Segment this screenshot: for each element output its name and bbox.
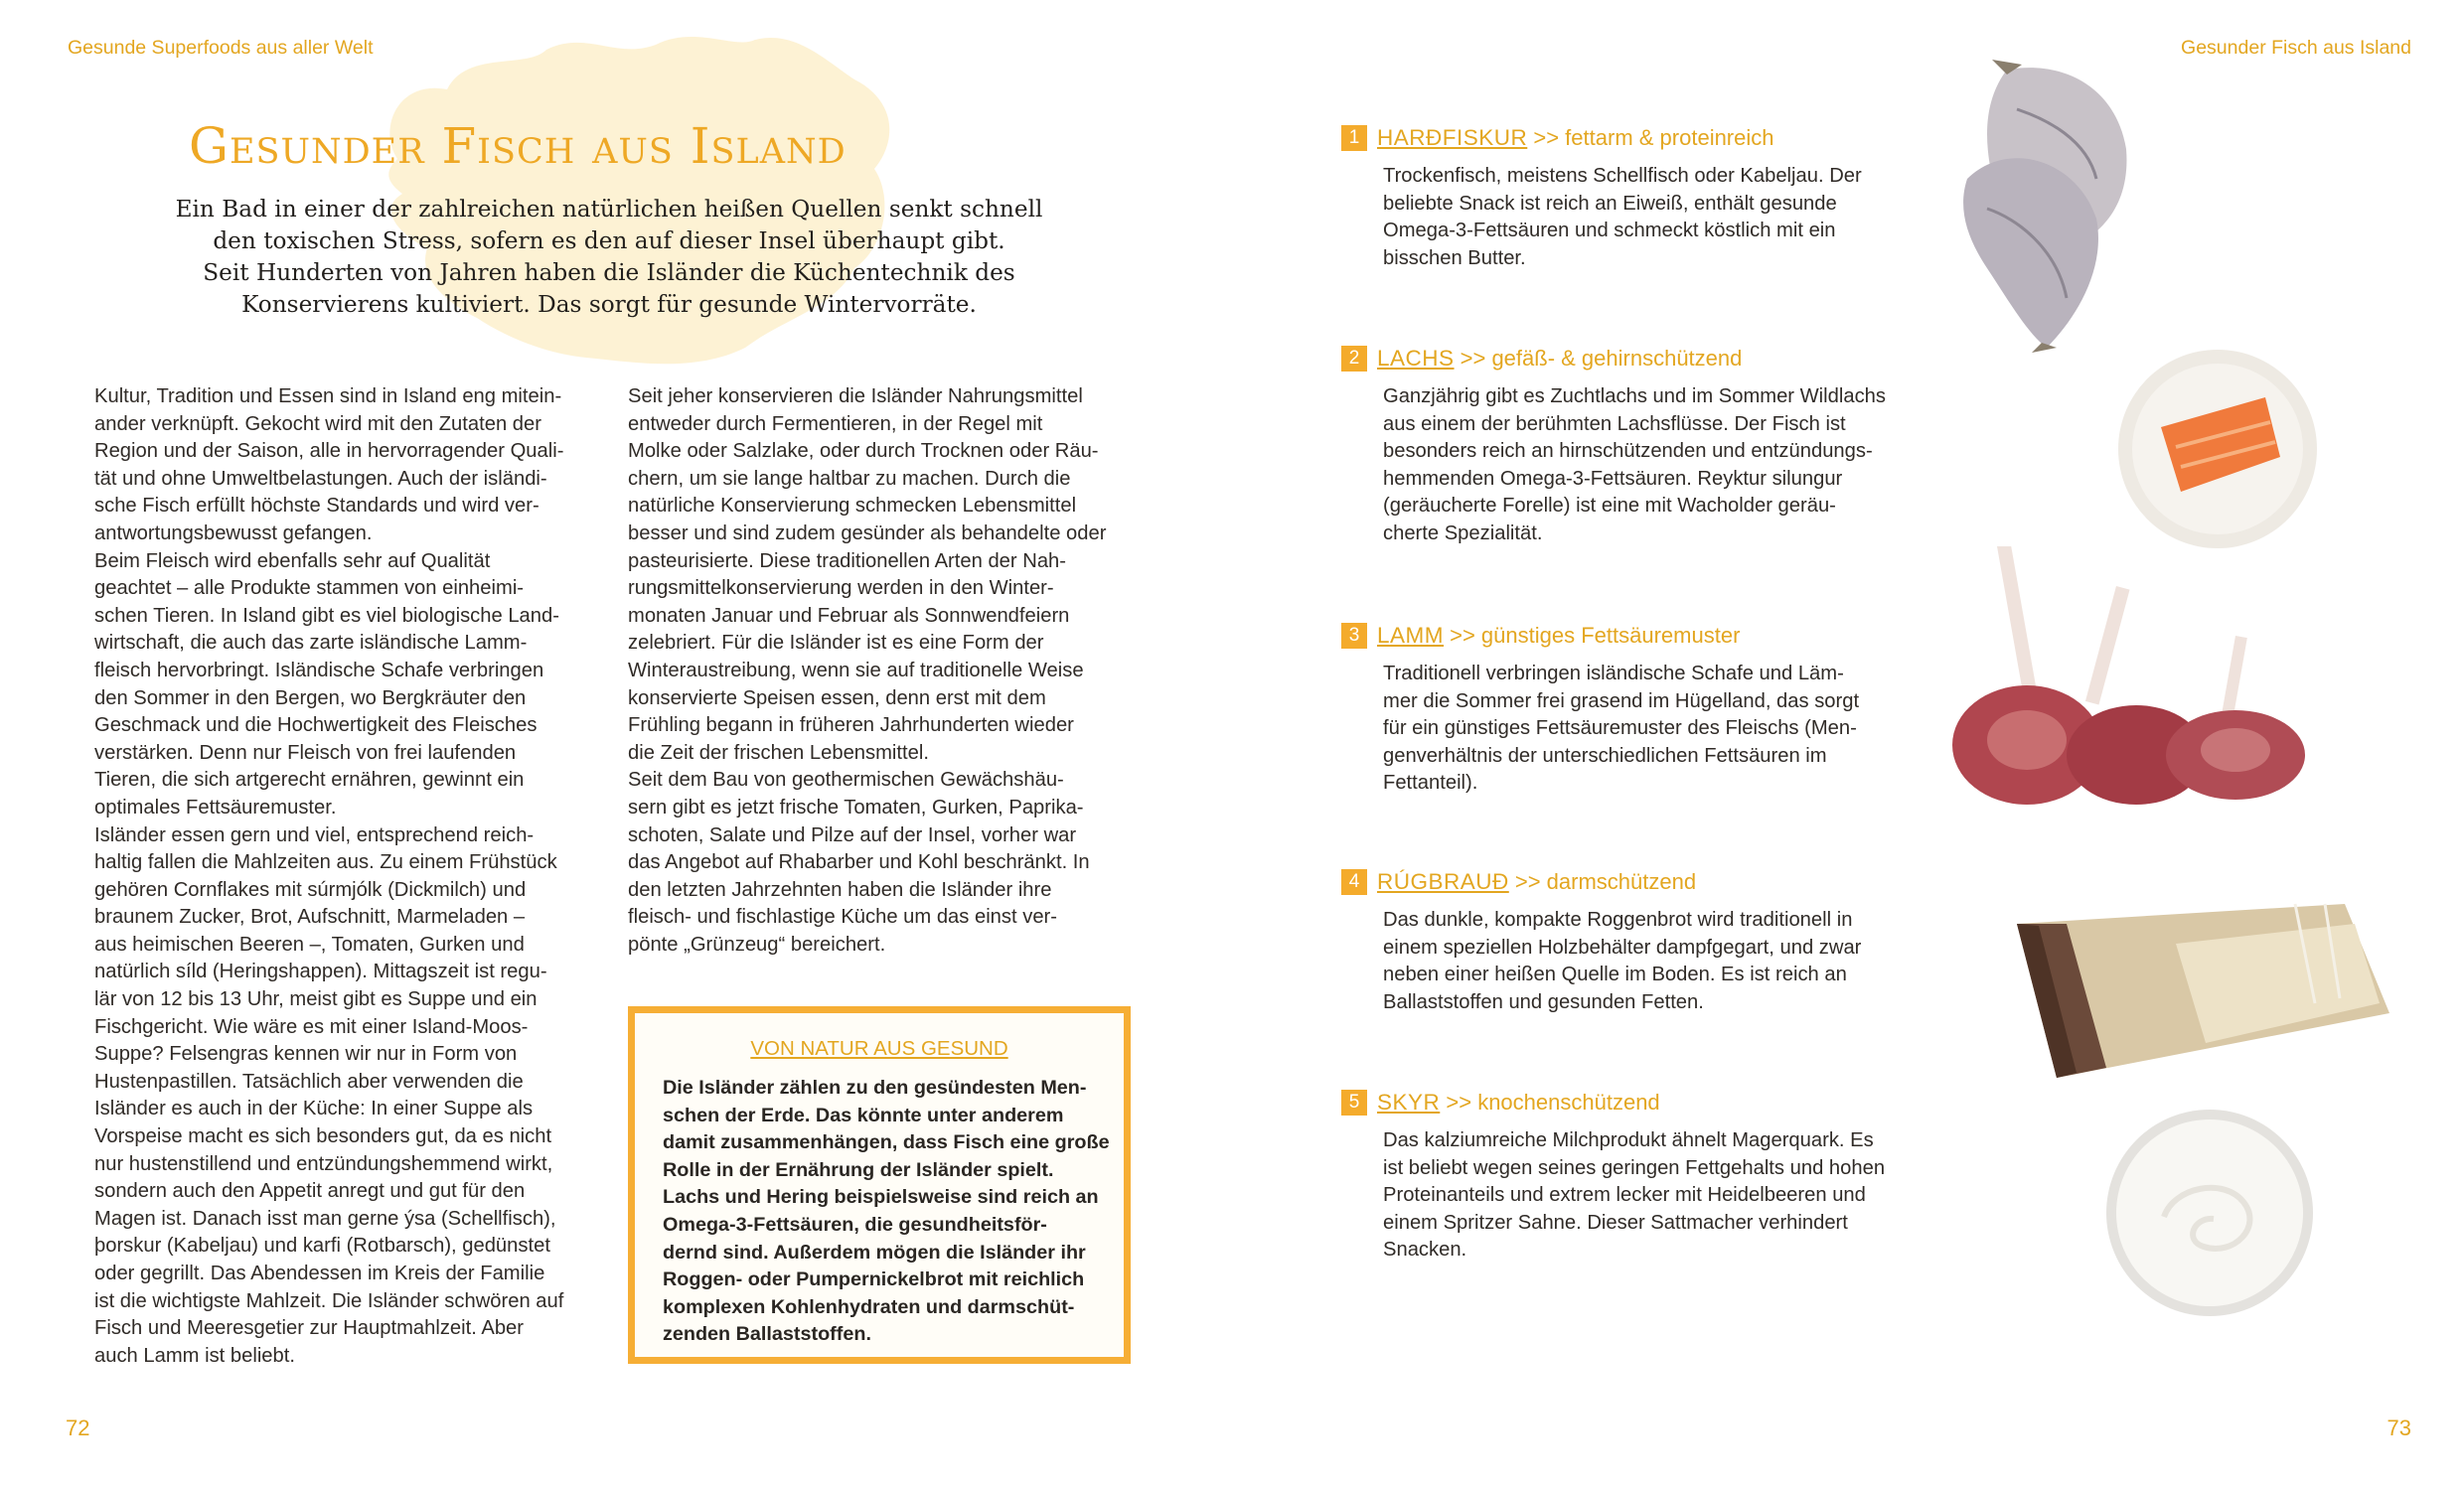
item-description-line: Das kalziumreiche Milchprodukt ähnelt Magerquark. Es xyxy=(1383,1129,1874,1151)
intro-line: Konservierens kultiviert. Das sorgt für gesunde Wintervorräte. xyxy=(241,291,977,318)
body-line: den letzten Jahrzehnten haben die Isländer ihre xyxy=(628,878,1052,901)
body-line: Molke oder Salzlake, oder durch Trocknen oder Räu- xyxy=(628,440,1099,463)
body-line: Beim Fleisch wird ebenfalls sehr auf Qualität xyxy=(94,549,491,572)
info-box-line: Roggen- oder Pumpernickelbrot mit reichlich xyxy=(663,1268,1085,1291)
body-line: fleisch hervorbringt. Isländische Schafe verbringen xyxy=(94,659,544,681)
body-line: oder gegrillt. Das Abendessen im Kreis der Familie xyxy=(94,1263,545,1284)
food-item-heading xyxy=(1341,346,1937,379)
body-line: Fisch und Meeresgetier zur Hauptmahlzeit. Aber xyxy=(94,1317,524,1340)
item-description xyxy=(1383,907,1937,1016)
body-line: sche Fisch erfüllt höchste Standards und wird ver- xyxy=(94,495,539,518)
item-number-badge: 5 xyxy=(1341,1090,1367,1116)
body-line: besser und sind zudem gesünder als behandelte oder xyxy=(628,522,1107,544)
body-line: antwortungsbewusst gefangen. xyxy=(94,522,373,544)
body-line: Isländer es auch in der Küche: In einer Suppe als xyxy=(94,1098,534,1120)
body-line: das Angebot auf Rhabarber und Kohl beschränkt. In xyxy=(628,851,1090,874)
lamb-chops-image xyxy=(1937,546,2315,824)
body-line: Frühling begann in früheren Jahrhunderten wieder xyxy=(628,714,1074,737)
body-line: entweder durch Fermentieren, in der Regel mit xyxy=(628,412,1043,435)
item-description-line: (geräucherte Forelle) ist eine mit Wacholder geräu- xyxy=(1383,495,1836,518)
body-line: den Sommer in den Bergen, wo Bergkräuter den xyxy=(94,686,527,709)
item-description xyxy=(1383,1127,1937,1265)
item-number-badge: 1 xyxy=(1341,125,1367,151)
item-description-line: ist beliebt wegen seines geringen Fettgehalts und hohen xyxy=(1383,1156,1886,1179)
body-line: aus heimischen Beeren –, Tomaten, Gurken und xyxy=(94,933,525,956)
body-column-2 xyxy=(628,383,1145,959)
item-description-line: Ganzjährig gibt es Zuchtlachs und im Sommer Wildlachs xyxy=(1383,385,1887,407)
body-line: tät und ohne Umweltbelastungen. Auch der isländi- xyxy=(94,467,547,490)
item-benefit-tag: >> darmschützend xyxy=(1508,869,1697,894)
body-line: natürliche Konservierung schmecken Lebensmittel xyxy=(628,495,1077,518)
info-box-line: Rolle in der Ernährung der Isländer spielt. xyxy=(663,1158,1054,1181)
item-name: HARÐFISKUR xyxy=(1377,125,1528,150)
item-number-badge: 2 xyxy=(1341,346,1367,372)
food-item-3 xyxy=(1341,623,1937,798)
info-box-line: Die Isländer zählen zu den gesündesten Men- xyxy=(663,1077,1087,1099)
body-line: gehören Cornflakes mit súrmjólk (Dickmilch) und xyxy=(94,878,527,901)
body-line: die Zeit der frischen Lebensmittel. xyxy=(628,741,929,764)
item-description-line: hemmenden Omega-3-Fettsäuren. Reyktur silungur xyxy=(1383,467,1843,490)
body-line: monaten Januar und Februar als Sonnwendfeiern xyxy=(628,604,1070,627)
item-benefit-tag: >> günstiges Fettsäuremuster xyxy=(1444,623,1741,648)
item-description-line: beliebte Snack ist reich an Eiweiß, enthält gesunde xyxy=(1383,192,1837,215)
info-box xyxy=(628,1006,1131,1364)
item-benefit-tag: >> gefäß- & gehirnschützend xyxy=(1454,346,1743,371)
body-line: natürlich síld (Heringshappen). Mittagszeit ist regu- xyxy=(94,961,547,983)
body-line: nur hustenstillend und entzündungshemmend wirkt, xyxy=(94,1152,553,1175)
intro-line: Seit Hunderten von Jahren haben die Isländer die Küchentechnik des xyxy=(203,259,1015,286)
item-name: RÚGBRAUÐ xyxy=(1377,869,1509,894)
body-line: fleisch- und fischlastige Küche um das einst ver- xyxy=(628,906,1057,929)
body-line: lär von 12 bis 13 Uhr, meist gibt es Suppe und ein xyxy=(94,988,538,1011)
running-head-right: Gesunder Fisch aus Island xyxy=(2181,37,2411,59)
body-line: haltig fallen die Mahlzeiten aus. Zu einem Frühstück xyxy=(94,851,557,874)
body-line: Geschmack und die Hochwertigkeit des Fleisches xyxy=(94,714,538,737)
item-description xyxy=(1383,661,1937,798)
item-name: LACHS xyxy=(1377,346,1455,371)
item-description-line: cherte Spezialität. xyxy=(1383,522,1543,544)
body-line: Suppe? Felsengras kennen wir nur in Form von xyxy=(94,1043,518,1066)
body-line: Winteraustreibung, wenn sie auf traditionelle Weise xyxy=(628,659,1084,681)
item-description-line: Omega-3-Fettsäuren und schmeckt köstlich mit ein xyxy=(1383,220,1836,242)
body-line: Isländer essen gern und viel, entsprechend reich- xyxy=(94,823,535,846)
item-description-line: Fettanteil). xyxy=(1383,772,1478,795)
item-description-line: einem speziellen Holzbehälter dampfgegart, und zwar xyxy=(1383,936,1862,959)
info-box-body xyxy=(663,1075,1120,1349)
body-line: rungsmittelkonservierung werden in den Winter- xyxy=(628,577,1054,600)
intro-text xyxy=(129,194,1089,321)
skyr-bowl-image xyxy=(2104,1108,2315,1318)
item-description xyxy=(1383,163,1937,272)
salmon-fillet-image xyxy=(2116,348,2320,551)
info-box-line: schen der Erde. Das könnte unter anderem xyxy=(663,1104,1064,1126)
food-item-2 xyxy=(1341,346,1937,548)
item-benefit-tag: >> fettarm & proteinreich xyxy=(1527,125,1774,150)
item-name: LAMM xyxy=(1377,623,1445,648)
body-line: pönte „Grünzeug“ bereichert. xyxy=(628,933,886,956)
intro-line: Ein Bad in einer der zahlreichen natürlichen heißen Quellen senkt schnell xyxy=(175,196,1043,223)
item-description-line: bisschen Butter. xyxy=(1383,246,1526,269)
item-description-line: aus einem der berühmten Lachsflüsse. Der Fisch ist xyxy=(1383,412,1846,435)
item-description-line: einem Spritzer Sahne. Dieser Sattmacher verhindert xyxy=(1383,1211,1848,1234)
body-line: Kultur, Tradition und Essen sind in Island eng mitein- xyxy=(94,385,562,407)
body-line: sondern auch den Appetit anregt und gut für den xyxy=(94,1180,526,1203)
info-box-line: dernd sind. Außerdem mögen die Isländer ihr xyxy=(663,1241,1086,1264)
item-description-line: Snacken. xyxy=(1383,1239,1467,1262)
food-item-heading xyxy=(1341,125,1937,159)
body-line: wirtschaft, die auch das zarte isländische Lamm- xyxy=(94,632,528,655)
food-item-4 xyxy=(1341,869,1937,1016)
body-line: sern gibt es jetzt frische Tomaten, Gurken, Paprika- xyxy=(628,796,1084,819)
item-description-line: Das dunkle, kompakte Roggenbrot wird traditionell in xyxy=(1383,909,1853,931)
item-description-line: genverhältnis der unterschiedlichen Fettsäuren im xyxy=(1383,744,1827,767)
food-item-heading xyxy=(1341,869,1937,903)
body-line: Hustenpastillen. Tatsächlich aber verwenden die xyxy=(94,1070,524,1093)
body-column-1 xyxy=(94,383,631,1370)
intro-line: den toxischen Stress, sofern es den auf dieser Insel überhaupt gibt. xyxy=(213,227,1005,254)
item-description-line: mer die Sommer frei grasend im Hügelland, das sorgt xyxy=(1383,689,1860,712)
body-line: Fischgericht. Wie wäre es mit einer Island-Moos- xyxy=(94,1015,529,1038)
item-description-line: Ballaststoffen und gesunden Fetten. xyxy=(1383,990,1704,1013)
body-line: schoten, Salate und Pilze auf der Insel, vorher war xyxy=(628,823,1077,846)
body-line: optimales Fettsäuremuster. xyxy=(94,796,337,819)
dried-fish-image xyxy=(1947,50,2136,358)
item-number-badge: 4 xyxy=(1341,869,1367,895)
info-box-title: VON NATUR AUS GESUND xyxy=(750,1037,1008,1060)
item-description-line: Traditionell verbringen isländische Schafe und Läm- xyxy=(1383,663,1844,684)
info-box-line: Omega-3-Fettsäuren, die gesundheitsför- xyxy=(663,1213,1047,1236)
body-line: geachtet – alle Produkte stammen von einheimi- xyxy=(94,577,525,600)
body-line: ander verknüpft. Gekocht wird mit den Zutaten der xyxy=(94,412,541,435)
body-line: auch Lamm ist beliebt. xyxy=(94,1344,295,1367)
body-line: Tieren, die sich artgerecht ernähren, gewinnt ein xyxy=(94,769,525,792)
info-box-line: zenden Ballaststoffen. xyxy=(663,1323,871,1346)
item-benefit-tag: >> knochenschützend xyxy=(1440,1090,1660,1115)
body-line: Vorspeise macht es sich besonders gut, da es nicht xyxy=(94,1125,552,1148)
body-line: konservierte Speisen essen, denn erst mit dem xyxy=(628,686,1046,709)
body-line: þorskur (Kabeljau) und karfi (Rotbarsch), gedünstet xyxy=(94,1235,550,1258)
item-number-badge: 3 xyxy=(1341,623,1367,649)
body-line: Seit jeher konservieren die Isländer Nahrungsmittel xyxy=(628,385,1083,407)
page-number-left: 72 xyxy=(66,1416,90,1440)
item-description-line: Trockenfisch, meistens Schellfisch oder Kabeljau. Der xyxy=(1383,165,1862,187)
item-description-line: neben einer heißen Quelle im Boden. Es ist reich an xyxy=(1383,964,1847,986)
food-item-1 xyxy=(1341,125,1937,272)
item-description-line: besonders reich an hirnschützenden und entzündungs- xyxy=(1383,440,1873,463)
body-line: chern, um sie lange haltbar zu machen. Durch die xyxy=(628,467,1071,490)
body-line: schen Tieren. In Island gibt es viel biologische Land- xyxy=(94,604,559,627)
info-box-line: Lachs und Hering beispielsweise sind reich an xyxy=(663,1186,1099,1209)
food-item-heading xyxy=(1341,1090,1937,1123)
food-item-heading xyxy=(1341,623,1937,657)
body-line: verstärken. Denn nur Fleisch von frei laufenden xyxy=(94,741,517,764)
page-number-right: 73 xyxy=(2387,1416,2411,1440)
info-box-line: komplexen Kohlenhydraten und darmschüt- xyxy=(663,1295,1075,1318)
body-line: Magen ist. Danach isst man gerne ýsa (Schellfisch), xyxy=(94,1207,556,1230)
body-line: Region und der Saison, alle in hervorragender Quali- xyxy=(94,440,564,463)
item-description-line: für ein günstiges Fettsäuremuster des Fleischs (Men- xyxy=(1383,717,1857,740)
item-name: SKYR xyxy=(1377,1090,1441,1115)
body-line: Seit dem Bau von geothermischen Gewächshäu- xyxy=(628,769,1064,792)
rye-bread-image xyxy=(1997,884,2394,1093)
info-box-line: damit zusammenhängen, dass Fisch eine große xyxy=(663,1131,1110,1154)
item-description xyxy=(1383,383,1937,548)
body-line: ist die wichtigste Mahlzeit. Die Isländer schwören auf xyxy=(94,1289,564,1312)
running-head-left: Gesunde Superfoods aus aller Welt xyxy=(68,37,374,59)
page-title: Gesunder Fisch aus Island xyxy=(189,117,847,175)
body-line: braunem Zucker, Brot, Aufschnitt, Marmeladen – xyxy=(94,906,526,929)
body-line: pasteurisierte. Diese traditionellen Arten der Nah- xyxy=(628,549,1066,572)
food-item-5 xyxy=(1341,1090,1937,1265)
body-line: zelebriert. Für die Isländer ist es eine Form der xyxy=(628,632,1044,655)
item-description-line: Proteinanteils und extrem lecker mit Heidelbeeren und xyxy=(1383,1184,1866,1207)
